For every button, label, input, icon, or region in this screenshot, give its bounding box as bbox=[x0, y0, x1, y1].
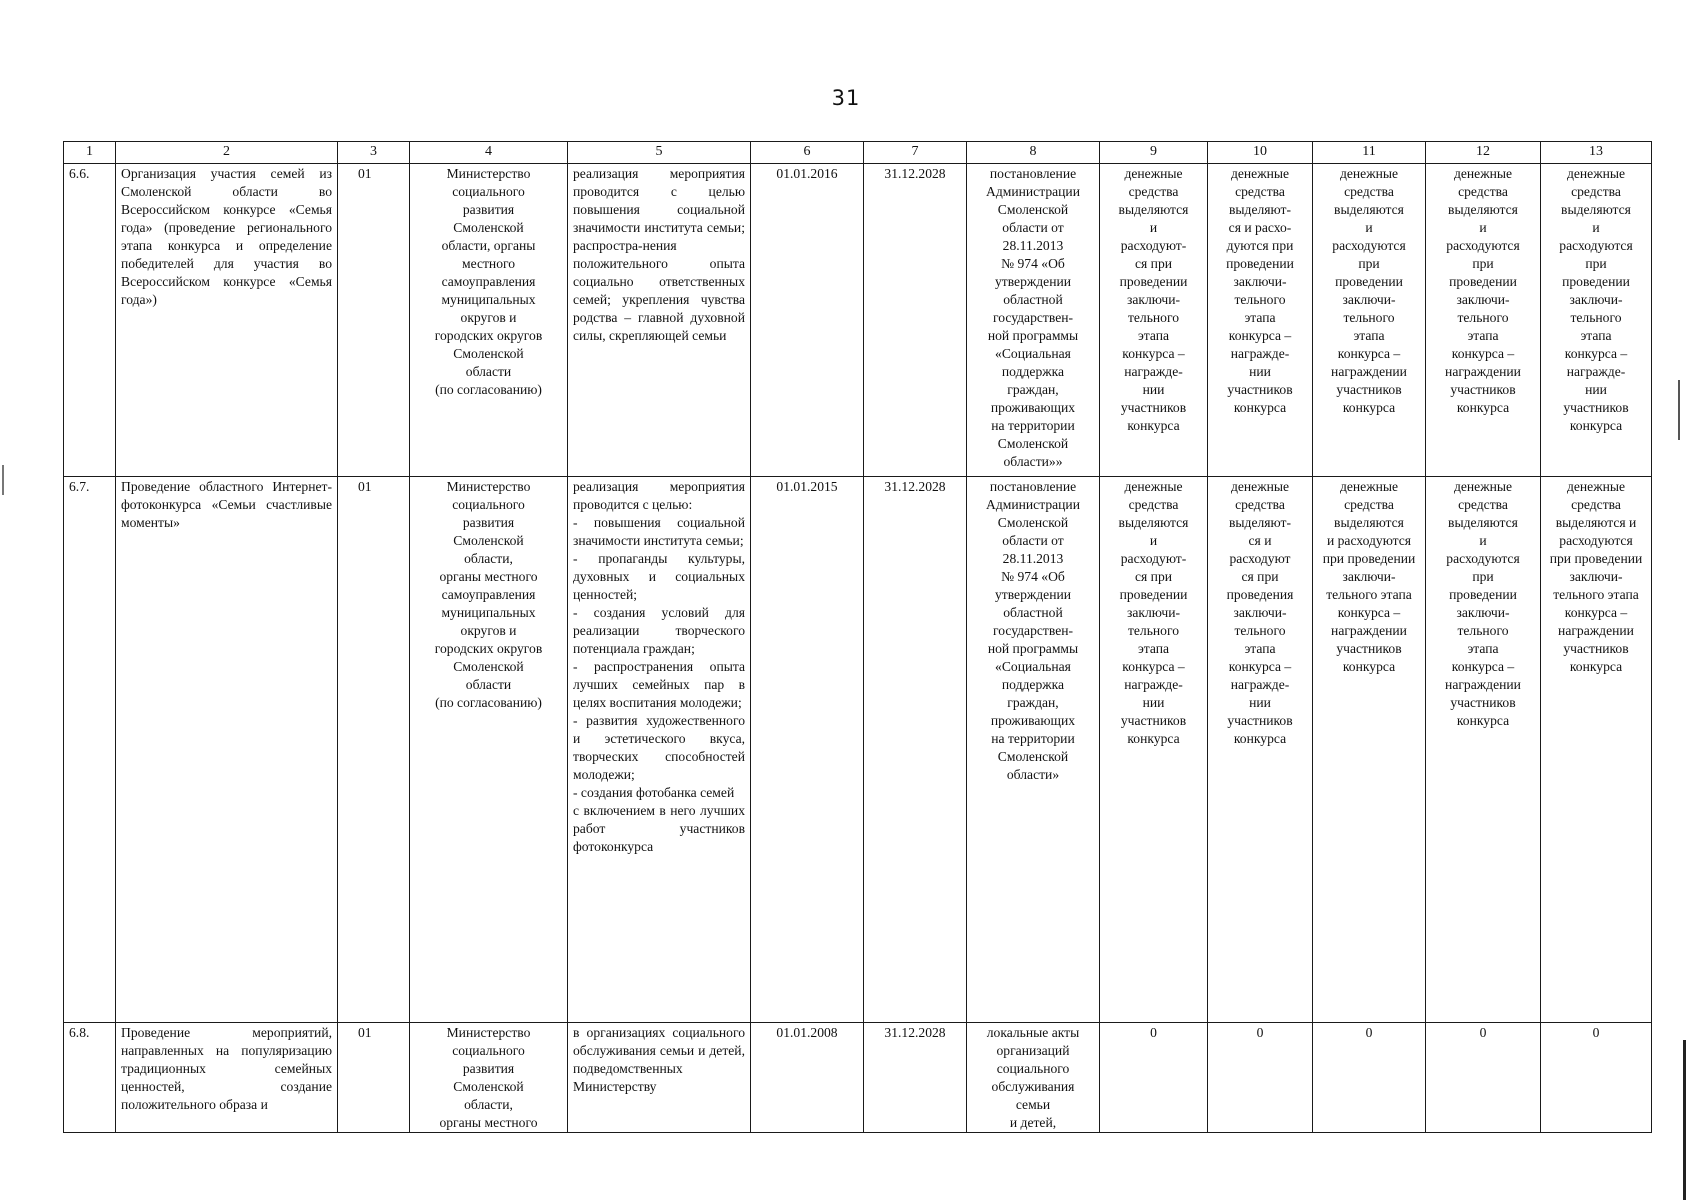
funding-cell-9: денежные средства выделяются и расходуют- ся при проведении заключи- тельного этапа конкурса – награжде- нии участников конкурса bbox=[1100, 164, 1208, 477]
funding-cell-10: денежные средства выделяют- ся и расходуют ся при проведения заключи- тельного этапа конкурса – награжде- нии участников конкурса bbox=[1208, 477, 1313, 1023]
col-header-3: 3 bbox=[338, 142, 410, 164]
goal-cell: реализация мероприятия проводится с целью: - повышения социальной значимости института семьи; - пропаганды культуры, духовных и социальных ценностей; - создания условий для реализации творческого потенциала граждан; - распространения опыта лучших семейных пар в целях воспитания молодежи; - развития художественного и эстетического вкуса, творческих способностей молодежи; - создания фотобанка семей с включением в него лучших работ участников фотоконкурса bbox=[568, 477, 751, 1023]
funding-cell-13: 0 bbox=[1541, 1023, 1652, 1133]
legal-basis-cell: постановление Администрации Смоленской области от 28.11.2013 № 974 «Об утверждении областной государствен- ной программы «Социальная поддержка граждан, проживающих на территории Смоленской области» bbox=[967, 477, 1100, 1023]
col-header-2: 2 bbox=[116, 142, 338, 164]
scan-artifact-line bbox=[1683, 1040, 1686, 1200]
funding-cell-10: денежные средства выделяют- ся и расхо- дуются при проведении заключи- тельного этапа конкурса – награжде- нии участников конкурса bbox=[1208, 164, 1313, 477]
executor-cell: Министерство социального развития Смоленской области, органы местного bbox=[410, 1023, 568, 1133]
funding-cell-12: денежные средства выделяются и расходуются при проведении заключи- тельного этапа конкурса – награждении участников конкурса bbox=[1426, 477, 1541, 1023]
table-row bbox=[64, 164, 1652, 477]
col-header-8: 8 bbox=[967, 142, 1100, 164]
header-row bbox=[64, 142, 1652, 164]
program-table bbox=[63, 141, 1652, 1133]
goal-cell: реализация мероприятия проводится с целью повышения социальной значимости института семьи; распростра-нения положительного опыта социально ответственных семей; укрепления чувства родства – главной духовной силы, скрепляющей семьи bbox=[568, 164, 751, 477]
col-header-4: 4 bbox=[410, 142, 568, 164]
col-header-7: 7 bbox=[864, 142, 967, 164]
legal-basis-cell: локальные акты организаций социального обслуживания семьи и детей, bbox=[967, 1023, 1100, 1133]
funding-cell-9: 0 bbox=[1100, 1023, 1208, 1133]
col-header-5: 5 bbox=[568, 142, 751, 164]
col-header-9: 9 bbox=[1100, 142, 1208, 164]
code-cell: 01 bbox=[338, 477, 410, 1023]
col-header-13: 13 bbox=[1541, 142, 1652, 164]
table-row bbox=[64, 477, 1652, 1023]
row-number: 6.7. bbox=[64, 477, 116, 1023]
end-date-cell: 31.12.2028 bbox=[864, 164, 967, 477]
row-number: 6.8. bbox=[64, 1023, 116, 1133]
table-row bbox=[64, 1023, 1652, 1133]
start-date-cell: 01.01.2008 bbox=[751, 1023, 864, 1133]
executor-cell: Министерство социального развития Смоленской области, органы местного самоуправления муниципальных округов и городских округов Смоленской области (по согласованию) bbox=[410, 164, 568, 477]
col-header-10: 10 bbox=[1208, 142, 1313, 164]
col-header-12: 12 bbox=[1426, 142, 1541, 164]
funding-cell-12: 0 bbox=[1426, 1023, 1541, 1133]
funding-cell-13: денежные средства выделяются и расходуются при проведении заключи- тельного этапа конкурса – награждении участников конкурса bbox=[1541, 477, 1652, 1023]
end-date-cell: 31.12.2028 bbox=[864, 1023, 967, 1133]
code-cell: 01 bbox=[338, 164, 410, 477]
start-date-cell: 01.01.2016 bbox=[751, 164, 864, 477]
funding-cell-11: денежные средства выделяются и расходуются при проведении заключи- тельного этапа конкурса – награждении участников конкурса bbox=[1313, 477, 1426, 1023]
end-date-cell: 31.12.2028 bbox=[864, 477, 967, 1023]
legal-basis-cell: постановление Администрации Смоленской области от 28.11.2013 № 974 «Об утверждении областной государствен- ной программы «Социальная поддержка граждан, проживающих на территории Смоленской области»» bbox=[967, 164, 1100, 477]
goal-cell: в организациях социального обслуживания семьи и детей, подведомственных Министерству bbox=[568, 1023, 751, 1133]
measure-name: Организация участия семей из Смоленской области во Всероссийском конкурсе «Семья года» (проведение регионального этапа конкурса и определение победителей для участия во Всероссийском конкурсе «Семья года») bbox=[116, 164, 338, 477]
col-header-6: 6 bbox=[751, 142, 864, 164]
measure-name: Проведение мероприятий, направленных на популяризацию традиционных семейных ценностей, создание положительного образа и bbox=[116, 1023, 338, 1133]
start-date-cell: 01.01.2015 bbox=[751, 477, 864, 1023]
col-header-11: 11 bbox=[1313, 142, 1426, 164]
funding-cell-12: денежные средства выделяются и расходуются при проведении заключи- тельного этапа конкурса – награждении участников конкурса bbox=[1426, 164, 1541, 477]
measure-name: Проведение областного Интернет-фотоконкурса «Семьи счастливые моменты» bbox=[116, 477, 338, 1023]
code-cell: 01 bbox=[338, 1023, 410, 1133]
funding-cell-10: 0 bbox=[1208, 1023, 1313, 1133]
funding-cell-9: денежные средства выделяются и расходуют- ся при проведении заключи- тельного этапа конкурса – награжде- нии участников конкурса bbox=[1100, 477, 1208, 1023]
funding-cell-13: денежные средства выделяются и расходуются при проведении заключи- тельного этапа конкурса – награжде- нии участников конкурса bbox=[1541, 164, 1652, 477]
funding-cell-11: денежные средства выделяются и расходуются при проведении заключи- тельного этапа конкурса – награждении участников конкурса bbox=[1313, 164, 1426, 477]
executor-cell: Министерство социального развития Смоленской области, органы местного самоуправления муниципальных округов и городских округов Смоленской области (по согласованию) bbox=[410, 477, 568, 1023]
page-number: 31 bbox=[831, 86, 861, 110]
scan-artifact-line bbox=[2, 465, 4, 495]
funding-cell-11: 0 bbox=[1313, 1023, 1426, 1133]
scan-artifact-line bbox=[1678, 380, 1680, 440]
col-header-1: 1 bbox=[64, 142, 116, 164]
row-number: 6.6. bbox=[64, 164, 116, 477]
